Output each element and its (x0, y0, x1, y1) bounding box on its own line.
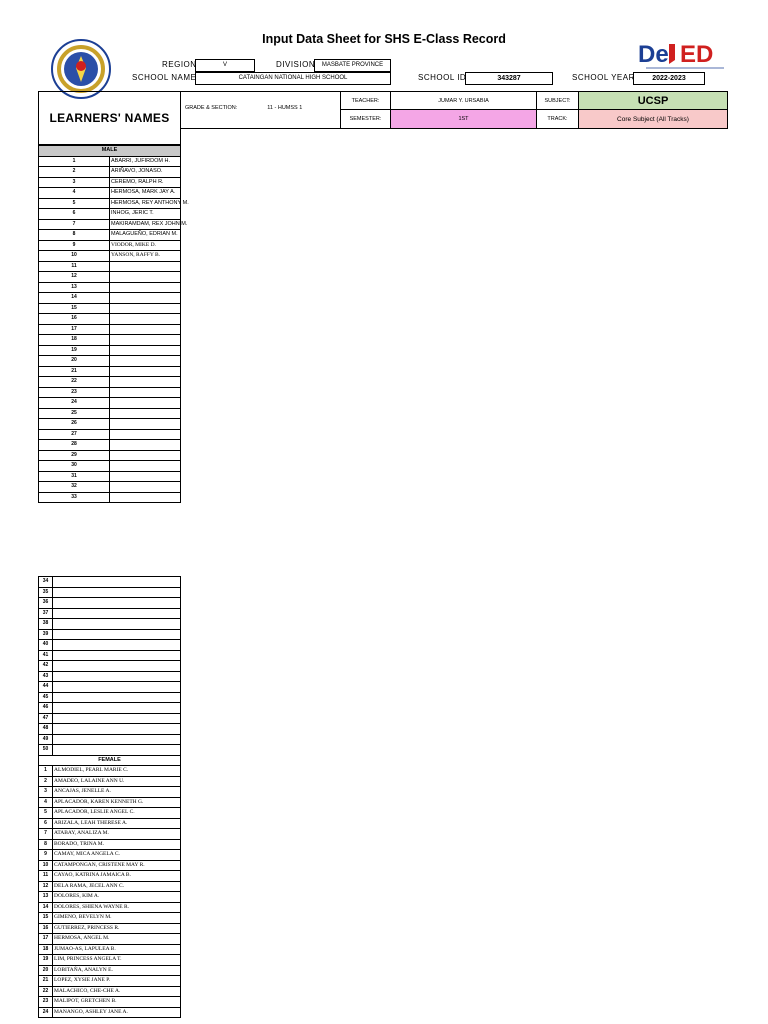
table-row (39, 408, 181, 419)
table-row (39, 797, 181, 808)
learner-name-cell[interactable] (110, 366, 181, 377)
learner-name-cell[interactable]: ANCAJAS, JENELLE A. (53, 787, 181, 798)
learner-name-cell[interactable] (110, 461, 181, 472)
row-number: 10 (39, 251, 110, 262)
female-heading: FEMALE (39, 755, 181, 766)
learner-name-cell[interactable]: ARIÑAVO, JONASO. (110, 167, 181, 178)
table-row (39, 839, 181, 850)
row-number: 49 (39, 734, 53, 745)
row-number: 6 (39, 818, 53, 829)
learner-name-cell[interactable] (110, 303, 181, 314)
learner-name-cell[interactable]: MANANGO, ASHLEY JANE A. (53, 1007, 181, 1018)
table-row (39, 240, 181, 251)
learner-name-cell[interactable] (53, 629, 181, 640)
learner-name-cell[interactable] (110, 398, 181, 409)
table-row (39, 829, 181, 840)
learner-name-cell[interactable] (53, 692, 181, 703)
learner-name-cell[interactable]: HERMOSA, ANGEL M. (53, 934, 181, 945)
grade-section-block (181, 91, 341, 129)
row-number: 37 (39, 608, 53, 619)
table-row (39, 608, 181, 619)
learner-name-cell[interactable] (110, 314, 181, 325)
table-row (39, 356, 181, 367)
learner-name-cell[interactable]: MALAGUEÑO, EDRIAN M. (110, 230, 181, 241)
row-number: 18 (39, 944, 53, 955)
learners-names-heading: LEARNERS' NAMES (38, 91, 181, 145)
table-row (39, 577, 181, 588)
row-number: 16 (39, 923, 53, 934)
school-year-label: SCHOOL YEAR (572, 73, 635, 82)
table-row (39, 440, 181, 451)
row-number: 30 (39, 461, 110, 472)
table-row (39, 944, 181, 955)
male-roster-table (38, 145, 189, 503)
track-value[interactable]: Core Subject (All Tracks) (579, 109, 728, 129)
table-row (39, 598, 181, 609)
row-number: 45 (39, 692, 53, 703)
learner-name-cell[interactable] (110, 450, 181, 461)
table-row (39, 167, 181, 178)
grade-section-label: GRADE & SECTION: (185, 105, 238, 111)
learner-name-cell[interactable] (53, 661, 181, 672)
table-row (39, 892, 181, 903)
learner-name-cell[interactable]: CAMAY, MICA ANGELA C. (53, 850, 181, 861)
semester-value[interactable]: 1ST (391, 109, 537, 129)
table-row (39, 177, 181, 188)
table-row (39, 377, 181, 388)
learner-name-cell[interactable] (110, 482, 181, 493)
learner-name-cell[interactable]: VIODOR, MIKE D. (110, 240, 181, 251)
table-row (39, 293, 181, 304)
table-row (39, 629, 181, 640)
table-row (39, 986, 181, 997)
learner-name-cell[interactable] (110, 356, 181, 367)
table-row (39, 965, 181, 976)
deped-logo-icon (636, 38, 728, 72)
row-number: 5 (39, 808, 53, 819)
row-number: 7 (39, 829, 53, 840)
learner-name-cell[interactable]: CEREMO, RALPH R. (110, 177, 181, 188)
table-row (39, 419, 181, 430)
learner-name-cell[interactable]: LOPEZ, XYSIE JANE P. (53, 976, 181, 987)
male-heading-row (39, 146, 181, 157)
row-number: 44 (39, 682, 53, 693)
table-row (39, 640, 181, 651)
male-heading: MALE (39, 146, 181, 157)
row-number: 33 (39, 492, 110, 503)
table-row (39, 661, 181, 672)
svg-text:ED: ED (680, 41, 714, 68)
table-row (39, 976, 181, 987)
row-number: 23 (39, 997, 53, 1008)
learner-name-cell[interactable]: ATABAY, ANALIZA M. (53, 829, 181, 840)
table-row (39, 913, 181, 924)
learner-name-cell[interactable] (53, 598, 181, 609)
table-row (39, 482, 181, 493)
svg-text:De: De (638, 41, 669, 68)
table-row (39, 934, 181, 945)
learner-name-cell[interactable] (110, 345, 181, 356)
learner-name-cell[interactable] (53, 671, 181, 682)
learner-name-cell[interactable] (110, 261, 181, 272)
table-row (39, 619, 181, 630)
row-number: 39 (39, 629, 53, 640)
learner-name-cell[interactable] (110, 440, 181, 451)
row-number: 12 (39, 881, 53, 892)
learner-name-cell[interactable]: GIMENO, BEVELYN M. (53, 913, 181, 924)
row-number: 28 (39, 440, 110, 451)
division-label: DIVISION (276, 60, 316, 69)
learner-name-cell[interactable] (53, 608, 181, 619)
row-number: 42 (39, 661, 53, 672)
table-row (39, 366, 181, 377)
row-number: 22 (39, 986, 53, 997)
table-row (39, 902, 181, 913)
learner-name-cell[interactable]: ABARRI, JUFIRDOM H. (110, 156, 181, 167)
row-number: 18 (39, 335, 110, 346)
table-row (39, 471, 181, 482)
row-number: 40 (39, 640, 53, 651)
row-number: 15 (39, 303, 110, 314)
learner-name-cell[interactable] (53, 724, 181, 735)
learner-name-cell[interactable]: HERMOSA, REY ANTHONY M. (110, 198, 181, 209)
table-row (39, 251, 181, 262)
row-number: 21 (39, 366, 110, 377)
learner-name-cell[interactable]: CATAMPONGAN, CRISTENE MAY R. (53, 860, 181, 871)
learner-name-cell[interactable]: AMADEO, LALAINE ANN U. (53, 776, 181, 787)
row-number: 9 (39, 240, 110, 251)
learner-name-cell[interactable] (110, 387, 181, 398)
female-heading-row (39, 755, 181, 766)
row-number: 2 (39, 776, 53, 787)
row-number: 3 (39, 177, 110, 188)
learner-name-cell[interactable]: JUMAO-AS, LAPULEA B. (53, 944, 181, 955)
table-row (39, 387, 181, 398)
row-number: 34 (39, 577, 53, 588)
row-number: 46 (39, 703, 53, 714)
table-row (39, 881, 181, 892)
row-number: 38 (39, 619, 53, 630)
learner-name-cell[interactable]: INHOG, JERIC T. (110, 209, 181, 220)
learner-name-cell[interactable] (53, 682, 181, 693)
learner-name-cell[interactable] (53, 713, 181, 724)
learner-name-cell[interactable]: BORADO, TRINA M. (53, 839, 181, 850)
table-row (39, 261, 181, 272)
learner-name-cell[interactable]: DELA RAMA, JECEL ANN C. (53, 881, 181, 892)
learner-name-cell[interactable]: APLACADOR, KAREN KENNETH G. (53, 797, 181, 808)
learner-name-cell[interactable] (110, 377, 181, 388)
table-row (39, 345, 181, 356)
learner-name-cell[interactable]: MALIPOT, GRETCHEN B. (53, 997, 181, 1008)
learner-name-cell[interactable] (110, 408, 181, 419)
table-row (39, 188, 181, 199)
row-number: 25 (39, 408, 110, 419)
school-name-value[interactable]: CATAINGAN NATIONAL HIGH SCHOOL (195, 72, 391, 85)
row-number: 35 (39, 587, 53, 598)
learner-name-cell[interactable]: LOBITAÑA, ANALYN E. (53, 965, 181, 976)
row-number: 2 (39, 167, 110, 178)
table-row (39, 818, 181, 829)
learner-name-cell[interactable]: MALACHICO, CHE-CHE A. (53, 986, 181, 997)
learner-name-cell[interactable] (110, 429, 181, 440)
row-number: 20 (39, 356, 110, 367)
row-number: 29 (39, 450, 110, 461)
table-row (39, 492, 181, 503)
row-number: 19 (39, 345, 110, 356)
table-row (39, 724, 181, 735)
row-number: 50 (39, 745, 53, 756)
row-number: 11 (39, 261, 110, 272)
table-row (39, 587, 181, 598)
learner-name-cell[interactable] (110, 492, 181, 503)
row-number: 22 (39, 377, 110, 388)
table-row (39, 282, 181, 293)
learner-name-cell[interactable] (53, 640, 181, 651)
row-number: 19 (39, 955, 53, 966)
table-row (39, 745, 181, 756)
learner-name-cell[interactable]: HERMOSA, MARK JAY A. (110, 188, 181, 199)
school-name-label: SCHOOL NAME (132, 73, 197, 82)
row-number: 8 (39, 839, 53, 850)
table-row (39, 314, 181, 325)
row-number: 41 (39, 650, 53, 661)
row-number: 32 (39, 482, 110, 493)
learner-name-cell[interactable] (110, 419, 181, 430)
row-number: 13 (39, 892, 53, 903)
table-row (39, 713, 181, 724)
subject-value[interactable]: UCSP (579, 91, 728, 110)
table-row (39, 272, 181, 283)
table-row (39, 230, 181, 241)
row-number: 9 (39, 850, 53, 861)
table-row (39, 997, 181, 1008)
row-number: 24 (39, 398, 110, 409)
row-number: 36 (39, 598, 53, 609)
row-number: 1 (39, 766, 53, 777)
row-number: 17 (39, 934, 53, 945)
table-row (39, 335, 181, 346)
table-row (39, 808, 181, 819)
row-number: 5 (39, 198, 110, 209)
table-row (39, 955, 181, 966)
school-id-label: SCHOOL ID (418, 73, 467, 82)
table-row (39, 850, 181, 861)
table-row (39, 461, 181, 472)
row-number: 26 (39, 419, 110, 430)
row-number: 24 (39, 1007, 53, 1018)
row-number: 14 (39, 293, 110, 304)
school-year-value[interactable]: 2022-2023 (633, 72, 705, 85)
table-row (39, 219, 181, 230)
row-number: 43 (39, 671, 53, 682)
row-number: 8 (39, 230, 110, 241)
learner-name-cell[interactable]: YANSON, RAFFY B. (110, 251, 181, 262)
learner-name-cell[interactable]: DOLORES, KIM A. (53, 892, 181, 903)
learner-name-cell[interactable]: CAYAO, KATRINA JAMAICA B. (53, 871, 181, 882)
learner-name-cell[interactable]: GUTIERREZ, PRINCESS R. (53, 923, 181, 934)
teacher-label: TEACHER: (341, 91, 391, 110)
learner-name-cell[interactable]: ALMODIEL, PEARL MARIE C. (53, 766, 181, 777)
row-number: 27 (39, 429, 110, 440)
learner-name-cell[interactable]: APLACADOR, LESLIE ANGEL C. (53, 808, 181, 819)
row-number: 17 (39, 324, 110, 335)
learner-name-cell[interactable] (53, 619, 181, 630)
row-number: 12 (39, 272, 110, 283)
learner-name-cell[interactable] (110, 282, 181, 293)
row-number: 4 (39, 797, 53, 808)
table-row (39, 1007, 181, 1018)
table-row (39, 860, 181, 871)
table-row (39, 923, 181, 934)
row-number: 7 (39, 219, 110, 230)
table-row (39, 324, 181, 335)
table-row (39, 682, 181, 693)
table-row (39, 209, 181, 220)
row-number: 15 (39, 913, 53, 924)
male-roster-continued-table (38, 576, 181, 1018)
teacher-value[interactable]: JUMAR Y. URSABIA (391, 91, 537, 110)
row-number: 11 (39, 871, 53, 882)
table-row (39, 650, 181, 661)
learner-name-cell[interactable] (53, 745, 181, 756)
learner-name-cell[interactable] (53, 587, 181, 598)
region-value[interactable]: V (195, 59, 255, 72)
learner-name-cell[interactable]: MAKIRAMDAM, REX JOHN M. (110, 219, 181, 230)
learner-name-cell[interactable] (53, 734, 181, 745)
table-row (39, 398, 181, 409)
learner-name-cell[interactable]: DOLORES, SHIENA WAYNE R. (53, 902, 181, 913)
table-row (39, 787, 181, 798)
row-number: 47 (39, 713, 53, 724)
learner-name-cell[interactable] (110, 272, 181, 283)
row-number: 21 (39, 976, 53, 987)
subject-label: SUBJECT: (537, 91, 579, 110)
division-value[interactable]: MASBATE PROVINCE (314, 59, 391, 72)
row-number: 10 (39, 860, 53, 871)
table-row (39, 766, 181, 777)
track-label: TRACK: (537, 109, 579, 129)
learner-name-cell[interactable]: LIM, PRINCESS ANGELA T. (53, 955, 181, 966)
learner-name-cell[interactable] (110, 471, 181, 482)
grade-section-value[interactable]: 11 - HUMSS 1 (267, 105, 303, 111)
school-id-value[interactable]: 343287 (465, 72, 553, 85)
table-row (39, 871, 181, 882)
table-row (39, 156, 181, 167)
table-row (39, 198, 181, 209)
learner-name-cell[interactable] (53, 650, 181, 661)
table-row (39, 734, 181, 745)
row-number: 14 (39, 902, 53, 913)
table-row (39, 303, 181, 314)
table-row (39, 776, 181, 787)
learner-name-cell[interactable] (53, 577, 181, 588)
table-row (39, 671, 181, 682)
row-number: 48 (39, 724, 53, 735)
table-row (39, 692, 181, 703)
row-number: 1 (39, 156, 110, 167)
learner-name-cell[interactable]: ARIZALA, LEAH THERESE A. (53, 818, 181, 829)
table-row (39, 703, 181, 714)
row-number: 20 (39, 965, 53, 976)
row-number: 16 (39, 314, 110, 325)
sheet-title: Input Data Sheet for SHS E-Class Record (262, 32, 506, 46)
region-label: REGION (162, 60, 197, 69)
row-number: 6 (39, 209, 110, 220)
semester-label: SEMESTER: (341, 109, 391, 129)
row-number: 3 (39, 787, 53, 798)
row-number: 4 (39, 188, 110, 199)
table-row (39, 429, 181, 440)
learner-name-cell[interactable] (110, 324, 181, 335)
row-number: 31 (39, 471, 110, 482)
row-number: 23 (39, 387, 110, 398)
learner-name-cell[interactable] (110, 293, 181, 304)
learner-name-cell[interactable] (110, 335, 181, 346)
row-number: 13 (39, 282, 110, 293)
learner-name-cell[interactable] (53, 703, 181, 714)
table-row (39, 450, 181, 461)
